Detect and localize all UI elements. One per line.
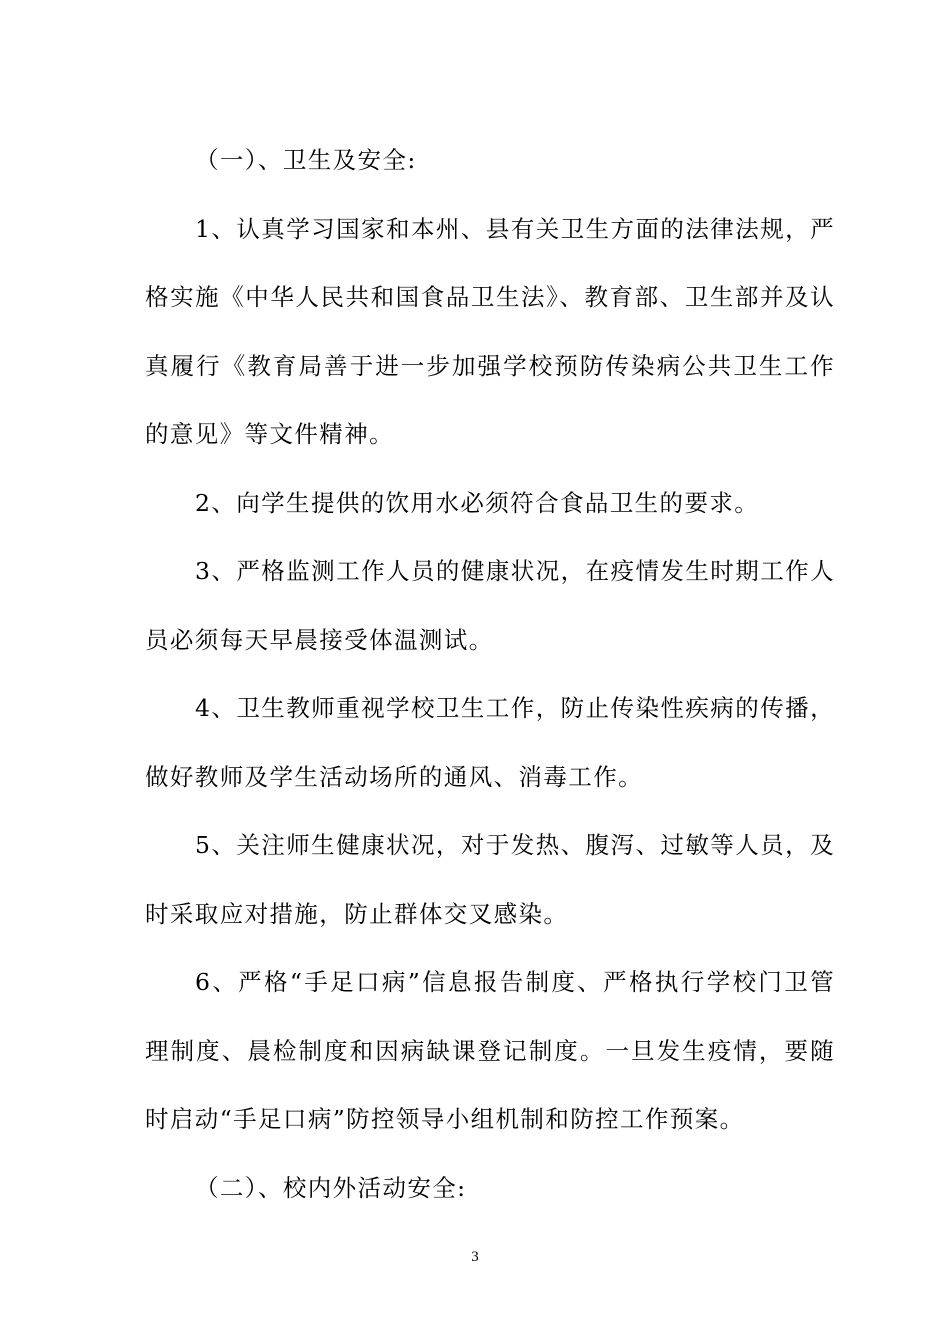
page-number: 3 — [471, 1249, 479, 1265]
paragraph-item-2: 2、向学生提供的饮用水必须符合食品卫生的要求。 — [195, 488, 760, 517]
paragraph-item-1: 1、认真学习国家和本州、县有关卫生方面的法律法规，严格实施《中华人民共和国食品卫生法》、教育部、卫生部并及认真履行《教育局善于进一步加强学校预防传染病公共卫生工作的意见》等文件精神。 — [145, 214, 835, 448]
section-heading-hygiene-safety: （一）、卫生及安全: — [195, 146, 417, 174]
paragraph-item-6: 6、严格“手足口病”信息报告制度、严格执行学校门卫管理制度、晨检制度和因病缺课登记制度。一旦发生疫情，要随时启动“手足口病”防控领导小组机制和防控工作预案。 — [145, 968, 835, 1133]
paragraph-item-5: 5、关注师生健康状况，对于发热、腹泻、过敏等人员，及时采取应对措施，防止群体交叉感染。 — [145, 831, 835, 928]
paragraph-item-3: 3、严格监测工作人员的健康状况，在疫情发生时期工作人员必须每天早晨接受体温测试。 — [145, 557, 835, 654]
document-body — [145, 126, 835, 1222]
section-heading-activity-safety: （二）、校内外活动安全: — [195, 1173, 467, 1202]
paragraph-item-4: 4、卫生教师重视学校卫生工作，防止传染性疾病的传播，做好教师及学生活动场所的通风、消毒工作。 — [145, 694, 835, 791]
